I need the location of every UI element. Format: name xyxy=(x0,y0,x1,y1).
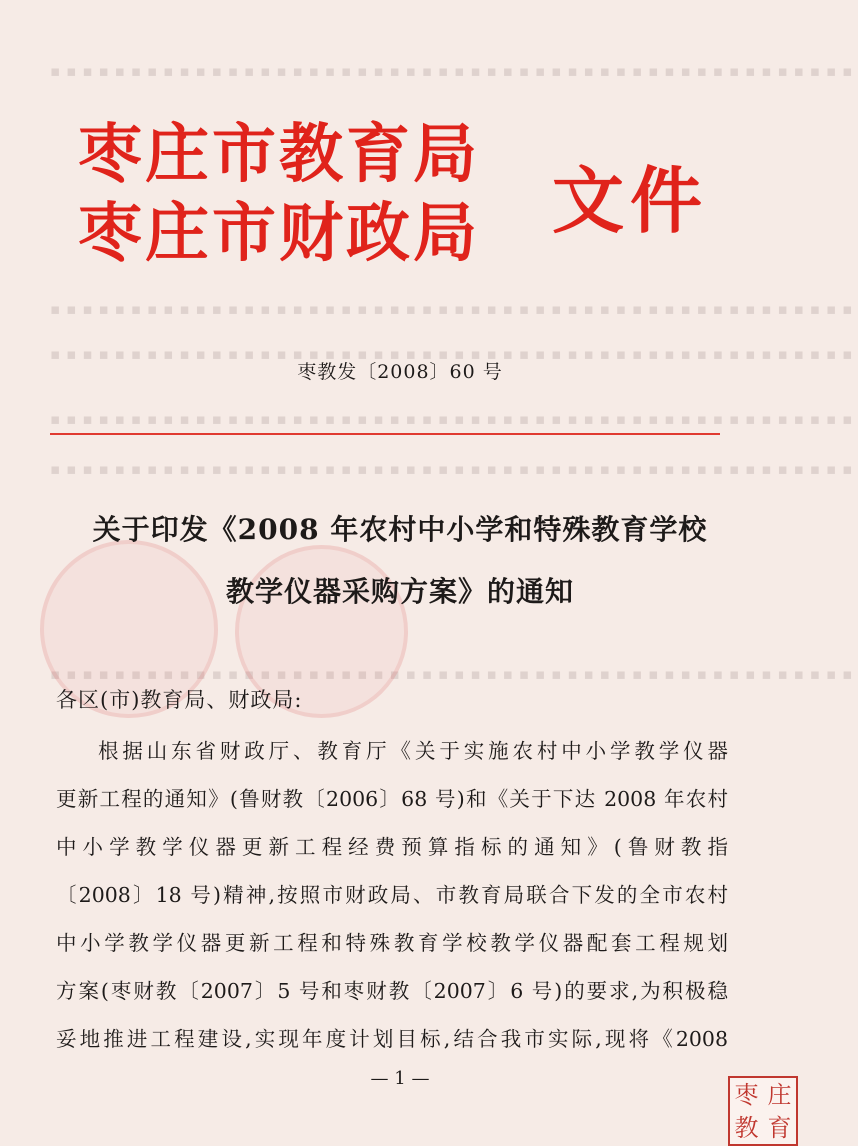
salutation: 各区(市)教育局、财政局: xyxy=(56,688,303,712)
stamp-char: 庄 xyxy=(767,1080,792,1109)
header-org-line-1: 枣庄市教育局 xyxy=(78,117,480,192)
bleed-through-texture: ▪▪▪▪▪▪▪▪▪▪▪▪▪▪▪▪▪▪▪▪▪▪▪▪▪▪▪▪▪▪▪▪▪▪▪▪▪▪▪▪▪▪▪▪▪▪▪▪▪▪ xyxy=(50,300,858,318)
page-number: — 1 — xyxy=(370,1068,430,1089)
body-line: 根据山东省财政厅、教育厅《关于实施农村中小学教学仪器 xyxy=(98,739,728,763)
bleed-through-texture: ▪▪▪▪▪▪▪▪▪▪▪▪▪▪▪▪▪▪▪▪▪▪▪▪▪▪▪▪▪▪▪▪▪▪▪▪▪▪▪▪▪▪▪▪▪▪▪▪▪▪ xyxy=(50,460,858,478)
header-org-line-2: 枣庄市财政局 xyxy=(78,196,480,271)
stamp-char: 枣 xyxy=(734,1080,759,1109)
stamp-char: 教 xyxy=(734,1113,759,1142)
body-line: 中小学教学仪器更新工程经费预算指标的通知》(鲁财教指 xyxy=(56,835,728,859)
body-line: 〔2008〕18 号)精神,按照市财政局、市教育局联合下发的全市农村 xyxy=(56,883,728,907)
stamp-char: 育 xyxy=(767,1113,792,1142)
bleed-through-texture: ▪▪▪▪▪▪▪▪▪▪▪▪▪▪▪▪▪▪▪▪▪▪▪▪▪▪▪▪▪▪▪▪▪▪▪▪▪▪▪▪▪▪▪▪▪▪▪▪▪▪ xyxy=(50,62,858,80)
body-line: 中小学教学仪器更新工程和特殊教育学校教学仪器配套工程规划 xyxy=(56,931,728,955)
document-title-line-1: 关于印发《2008 年农村中小学和特殊教育学校 xyxy=(92,513,708,546)
header-doc-type: 文件 xyxy=(552,158,709,243)
bleed-through-texture: ▪▪▪▪▪▪▪▪▪▪▪▪▪▪▪▪▪▪▪▪▪▪▪▪▪▪▪▪▪▪▪▪▪▪▪▪▪▪▪▪▪▪▪▪▪▪▪▪▪▪ xyxy=(50,665,858,683)
bleed-through-texture: ▪▪▪▪▪▪▪▪▪▪▪▪▪▪▪▪▪▪▪▪▪▪▪▪▪▪▪▪▪▪▪▪▪▪▪▪▪▪▪▪▪▪▪▪▪▪▪▪▪▪ xyxy=(50,345,858,363)
body-line: 方案(枣财教〔2007〕5 号和枣财教〔2007〕6 号)的要求,为积极稳 xyxy=(56,979,728,1003)
body-line: 更新工程的通知》(鲁财教〔2006〕68 号)和《关于下达 2008 年农村 xyxy=(56,787,728,811)
document-number: 枣教发〔2008〕60 号 xyxy=(297,361,503,383)
document-title-line-2: 教学仪器采购方案》的通知 xyxy=(225,575,574,608)
bleed-through-texture: ▪▪▪▪▪▪▪▪▪▪▪▪▪▪▪▪▪▪▪▪▪▪▪▪▪▪▪▪▪▪▪▪▪▪▪▪▪▪▪▪▪▪▪▪▪▪▪▪▪▪ xyxy=(50,410,858,428)
red-divider xyxy=(50,433,720,435)
watermark-stamp xyxy=(728,1076,798,1146)
body-line: 妥地推进工程建设,实现年度计划目标,结合我市实际,现将《2008 xyxy=(56,1027,728,1051)
